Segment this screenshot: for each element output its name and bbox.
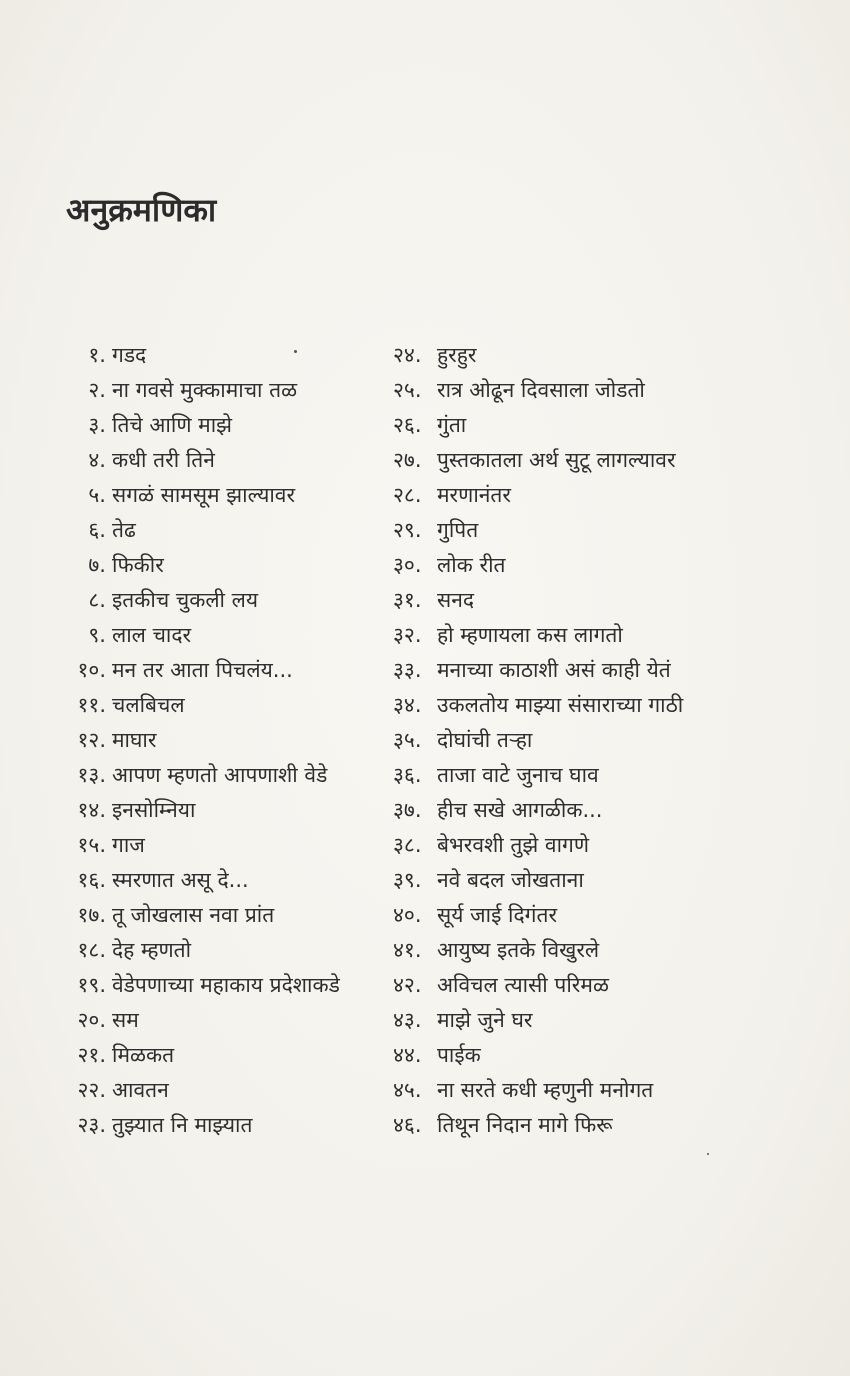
- toc-entry-title: लोक रीत: [437, 553, 506, 577]
- toc-entry: [393, 828, 833, 863]
- toc-entry-number: २९.: [393, 518, 422, 542]
- toc-entry-number: १०.: [77, 658, 106, 682]
- toc-entry-number: १४.: [77, 798, 106, 822]
- toc-entry-title: मिळकत: [112, 1043, 175, 1067]
- toc-entry-title: उकलतोय माझ्या संसाराच्या गाठी: [437, 693, 684, 717]
- toc-entry: [393, 408, 833, 443]
- toc-entry-number: ४०.: [393, 903, 422, 927]
- toc-entry: [393, 793, 833, 828]
- toc-entry: [62, 898, 382, 933]
- toc-entry-number: २६.: [393, 413, 422, 437]
- toc-entry-title: गुंता: [437, 413, 467, 437]
- toc-entry-title: बेभरवशी तुझे वागणे: [437, 833, 590, 857]
- toc-entry-title: ताजा वाटे जुनाच घाव: [437, 763, 599, 787]
- toc-entry-number: ११.: [77, 693, 106, 717]
- toc-entry: [393, 723, 833, 758]
- toc-entry-title: पुस्तकातला अर्थ सुटू लागल्यावर: [437, 448, 676, 472]
- toc-entry-number: ४६.: [393, 1113, 422, 1137]
- toc-entry-number: ६.: [88, 518, 106, 542]
- toc-entry-number: ४४.: [393, 1043, 422, 1067]
- toc-entry-number: २८.: [393, 483, 422, 507]
- toc-entry: [62, 828, 382, 863]
- toc-entry: [62, 863, 382, 898]
- toc-entry-title: इतकीच चुकली लय: [112, 588, 259, 612]
- toc-entry: [393, 933, 833, 968]
- toc-entry-title: तेढ: [112, 518, 136, 542]
- toc-entry-title: सूर्य जाई दिगंतर: [437, 903, 558, 927]
- page-title: अनुक्रमणिका: [66, 191, 217, 229]
- toc-entry-number: ३५.: [393, 728, 422, 752]
- toc-entry: [62, 968, 382, 1003]
- toc-entry-title: दोघांची तऱ्हा: [437, 728, 533, 752]
- toc-entry-title: ना सरते कधी म्हणुनी मनोगत: [437, 1078, 654, 1102]
- toc-entry-number: ३८.: [393, 833, 422, 857]
- toc-entry: [393, 478, 833, 513]
- toc-entry-number: १८.: [77, 938, 106, 962]
- toc-entry-title: माघार: [112, 728, 157, 752]
- toc-entry-title: गाज: [112, 833, 145, 857]
- toc-entry: [62, 478, 382, 513]
- toc-entry-title: सगळं सामसूम झाल्यावर: [112, 483, 296, 507]
- toc-entry-number: ३१.: [393, 588, 422, 612]
- toc-entry-number: ३३.: [393, 658, 422, 682]
- toc-entry-number: १७.: [77, 903, 106, 927]
- toc-entry-title: लाल चादर: [112, 623, 192, 647]
- toc-entry: [62, 1038, 382, 1073]
- toc-entry: [393, 583, 833, 618]
- toc-entry-number: २३.: [77, 1113, 106, 1137]
- toc-entry: [393, 1003, 833, 1038]
- toc-entry: [62, 653, 382, 688]
- toc-entry-title: गडद: [112, 343, 147, 367]
- toc-entry-title: हीच सखे आगळीक...: [437, 798, 603, 822]
- toc-entry: [393, 898, 833, 933]
- toc-entry-number: ३.: [88, 413, 106, 437]
- toc-entry-title: ना गवसे मुक्कामाचा तळ: [112, 378, 298, 402]
- toc-entry: [62, 1108, 382, 1143]
- toc-entry-number: ८.: [88, 588, 106, 612]
- toc-entry: [62, 443, 382, 478]
- toc-entry-number: ७.: [88, 553, 106, 577]
- toc-entry-number: २२.: [77, 1078, 106, 1102]
- toc-entry-number: ९.: [88, 623, 106, 647]
- toc-entry-title: तिथून निदान मागे फिरू: [437, 1113, 613, 1137]
- toc-entry-title: फिकीर: [112, 553, 164, 577]
- toc-entry: [393, 968, 833, 1003]
- toc-entry-title: तू जोखलास नवा प्रांत: [112, 903, 275, 927]
- toc-entry-number: ४१.: [393, 938, 422, 962]
- toc-entry-title: स्मरणात असू दे...: [112, 868, 249, 892]
- toc-right-column: [393, 338, 833, 1143]
- toc-entry-title: तिचे आणि माझे: [112, 413, 233, 437]
- toc-entry-title: मन तर आता पिचलंय...: [112, 658, 293, 682]
- toc-entry-number: १५.: [77, 833, 106, 857]
- toc-entry-title: पाईक: [437, 1043, 481, 1067]
- toc-entry: [62, 1073, 382, 1108]
- toc-entry-title: मनाच्या काठाशी असं काही येतं: [437, 658, 671, 682]
- paper-speck: [294, 350, 297, 353]
- toc-entry-title: हुरहुर: [437, 343, 477, 367]
- toc-entry-number: ३४.: [393, 693, 422, 717]
- toc-entry-title: मरणानंतर: [437, 483, 511, 507]
- toc-entry-number: १६.: [77, 868, 106, 892]
- toc-entry-number: २.: [88, 378, 106, 402]
- toc-entry-title: देह म्हणतो: [112, 938, 192, 962]
- toc-entry: [62, 688, 382, 723]
- toc-entry-title: आपण म्हणतो आपणाशी वेडे: [112, 763, 328, 787]
- toc-entry-number: २५.: [393, 378, 422, 402]
- toc-entry: [62, 583, 382, 618]
- toc-entry-number: २७.: [393, 448, 422, 472]
- toc-entry: [393, 653, 833, 688]
- toc-entry-title: माझे जुने घर: [437, 1008, 533, 1032]
- toc-entry: [62, 373, 382, 408]
- toc-entry-number: १९.: [77, 973, 106, 997]
- toc-entry-number: २४.: [393, 343, 422, 367]
- toc-entry-number: १३.: [77, 763, 106, 787]
- toc-entry-number: ३९.: [393, 868, 422, 892]
- toc-entry-title: गुपित: [437, 518, 479, 542]
- toc-entry-title: सम: [112, 1008, 139, 1032]
- toc-entry-number: २०.: [77, 1008, 106, 1032]
- toc-entry: [393, 1108, 833, 1143]
- toc-entry-number: १.: [88, 343, 106, 367]
- paper-speck: [707, 1153, 709, 1155]
- toc-entry: [393, 338, 833, 373]
- toc-entry: [393, 548, 833, 583]
- toc-entry: [393, 373, 833, 408]
- toc-entry-number: ४३.: [393, 1008, 422, 1032]
- toc-entry: [393, 513, 833, 548]
- toc-entry-title: नवे बदल जोखताना: [437, 868, 584, 892]
- toc-entry-number: १२.: [77, 728, 106, 752]
- toc-entry: [62, 548, 382, 583]
- toc-entry: [62, 758, 382, 793]
- toc-entry-title: रात्र ओढून दिवसाला जोडतो: [437, 378, 645, 402]
- toc-entry-title: हो म्हणायला कस लागतो: [437, 623, 623, 647]
- toc-entry-title: कधी तरी तिने: [112, 448, 215, 472]
- toc-entry-title: आयुष्य इतके विखुरले: [437, 938, 600, 962]
- toc-entry: [393, 688, 833, 723]
- toc-entry: [62, 338, 382, 373]
- toc-entry-title: आवतन: [112, 1078, 169, 1102]
- toc-entry-title: इनसोम्निया: [112, 798, 196, 822]
- toc-entry: [393, 863, 833, 898]
- toc-entry-number: ४५.: [393, 1078, 422, 1102]
- toc-entry-number: ३६.: [393, 763, 422, 787]
- toc-entry-number: ४.: [88, 448, 106, 472]
- toc-entry: [62, 793, 382, 828]
- toc-entry-number: ३२.: [393, 623, 422, 647]
- toc-entry-number: ५.: [88, 483, 106, 507]
- toc-entry: [393, 1073, 833, 1108]
- toc-entry-title: अविचल त्यासी परिमळ: [437, 973, 609, 997]
- toc-entry: [62, 723, 382, 758]
- toc-entry: [62, 933, 382, 968]
- toc-entry-title: सनद: [437, 588, 475, 612]
- toc-entry: [393, 758, 833, 793]
- toc-entry-number: २१.: [77, 1043, 106, 1067]
- toc-entry: [62, 618, 382, 653]
- toc-entry-number: ४२.: [393, 973, 422, 997]
- toc-entry-number: ३०.: [393, 553, 422, 577]
- toc-entry-title: वेडेपणाच्या महाकाय प्रदेशाकडे: [112, 973, 340, 997]
- toc-entry: [393, 618, 833, 653]
- toc-entry: [62, 1003, 382, 1038]
- toc-entry: [393, 443, 833, 478]
- toc-entry: [62, 408, 382, 443]
- toc-entry: [393, 1038, 833, 1073]
- toc-entry-number: ३७.: [393, 798, 422, 822]
- toc-entry-title: तुझ्यात नि माझ्यात: [112, 1113, 253, 1137]
- toc-left-column: [62, 338, 382, 1143]
- toc-entry-title: चलबिचल: [112, 693, 185, 717]
- toc-entry: [62, 513, 382, 548]
